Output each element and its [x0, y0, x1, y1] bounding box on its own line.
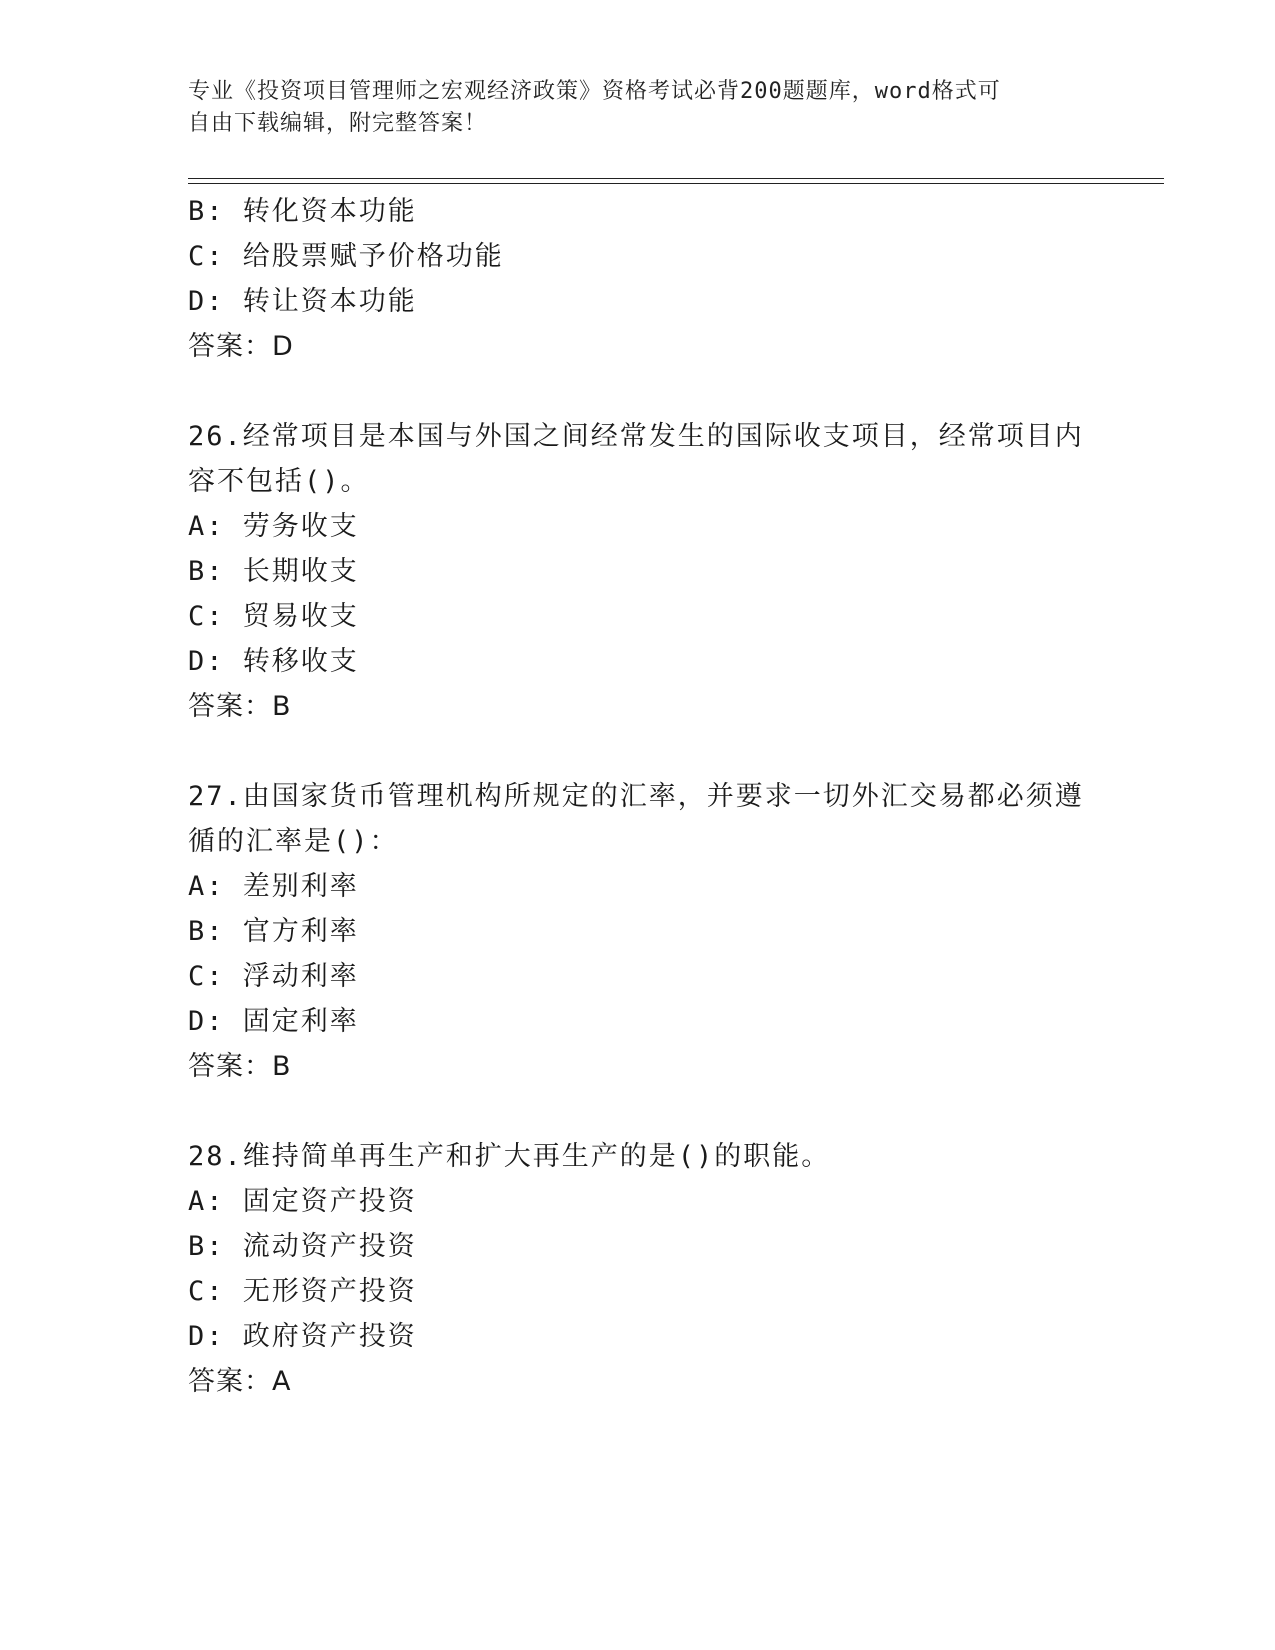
- q28-stem-line-1: 28.维持简单再生产和扩大再生产的是()的职能。: [188, 1141, 831, 1172]
- q27-option-b: B: 官方利率: [188, 916, 359, 947]
- q26-option-c: C: 贸易收支: [188, 601, 359, 632]
- q27-stem-line-2: 循的汇率是()：: [188, 826, 399, 857]
- q25-option-c: C: 给股票赋予价格功能: [188, 241, 504, 272]
- q28-answer: 答案：A: [188, 1366, 292, 1397]
- q28-option-d: D: 政府资产投资: [188, 1321, 417, 1352]
- q28-option-a: A: 固定资产投资: [188, 1186, 417, 1217]
- q26-stem-line-1: 26.经常项目是本国与外国之间经常发生的国际收支项目，经常项目内: [188, 421, 1084, 452]
- q27-option-c: C: 浮动利率: [188, 961, 359, 992]
- q27-option-d: D: 固定利率: [188, 1006, 359, 1037]
- q25-option-d: D: 转让资本功能: [188, 286, 417, 317]
- q27-stem-line-1: 27.由国家货币管理机构所规定的汇率，并要求一切外汇交易都必须遵: [188, 781, 1084, 812]
- q26-option-b: B: 长期收支: [188, 556, 359, 587]
- header-line-2: 自由下载编辑，附完整答案！: [188, 111, 488, 136]
- q27-answer: 答案：B: [188, 1051, 292, 1082]
- q26-option-d: D: 转移收支: [188, 646, 359, 677]
- q27-option-a: A: 差别利率: [188, 871, 359, 902]
- q28-option-c: C: 无形资产投资: [188, 1276, 417, 1307]
- q25-option-b: B: 转化资本功能: [188, 196, 417, 227]
- header-line-1: 专业《投资项目管理师之宏观经济政策》资格考试必背200题题库，word格式可: [188, 79, 1001, 104]
- header-divider-top: [188, 178, 1164, 179]
- document-header: [188, 76, 1088, 140]
- header-divider-bottom: [188, 183, 1164, 184]
- q26-stem-line-2: 容不包括()。: [188, 466, 370, 497]
- q25-answer: 答案：D: [188, 331, 294, 362]
- q26-answer: 答案：B: [188, 691, 292, 722]
- q26-option-a: A: 劳务收支: [188, 511, 359, 542]
- q28-option-b: B: 流动资产投资: [188, 1231, 417, 1262]
